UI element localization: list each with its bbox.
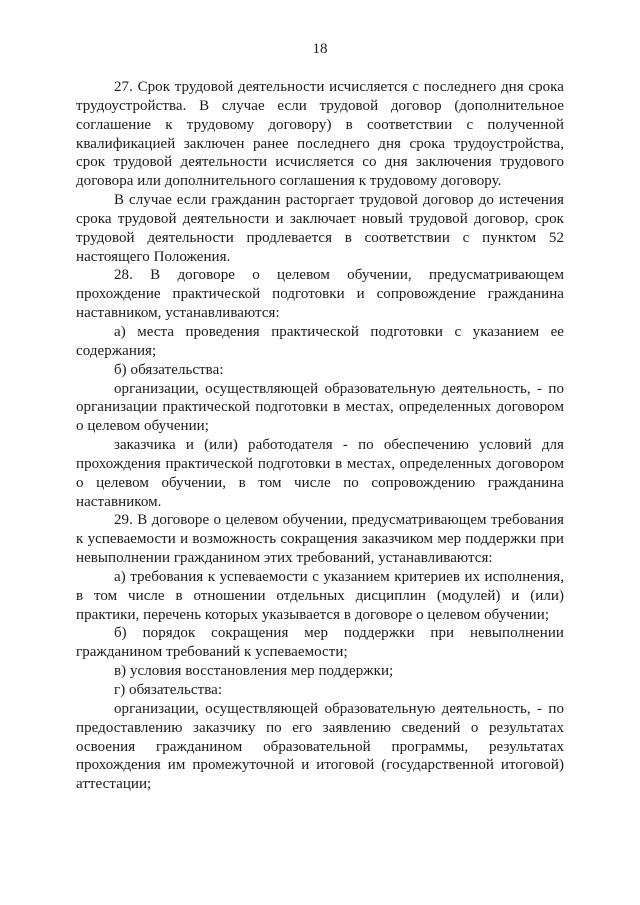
paragraph-29-item-b: б) порядок сокращения мер поддержки при невыполнении гражданином требований к успеваемости; (76, 625, 564, 661)
paragraph-29-item-c: в) условия восстановления мер поддержки; (114, 663, 394, 680)
document-body (76, 78, 564, 794)
paragraph-28-obligation-organization: организации, осуществляющей образовательную деятельность, - по организации практической подготовки в местах, определенных договором о целевом обучении; (76, 380, 564, 435)
paragraph-27-early-termination: В случае если гражданин расторгает трудовой договор до истечения срока трудовой деятельности и заключает новый трудовой договор, срок трудовой деятельности продлевается в соответствии с пунктом 52 настоящего Положения. (76, 192, 564, 265)
paragraph-29-item-a: а) требования к успеваемости с указанием критериев их исполнения, в том числе в отношении отдельных дисциплин (модулей) и (или) практики, перечень которых указывается в договоре о целевом обучении; (76, 568, 564, 623)
paragraph-28-obligation-customer: заказчика и (или) работодателя - по обеспечению условий для прохождения практической подготовки в местах, определенных договором о целевом обучении, в том числе по сопровождению гражданина наставником. (76, 437, 564, 510)
paragraph-28: 28. В договоре о целевом обучении, предусматривающем прохождение практической подготовки и сопровождение гражданина наставником, устанавливаются: (76, 267, 564, 322)
paragraph-29: 29. В договоре о целевом обучении, предусматривающем требования к успеваемости и возможность сокращения заказчиком мер поддержки при невыполнении гражданином этих требований, устанавливаются: (76, 512, 564, 567)
page-number: 18 (312, 41, 328, 57)
paragraph-28-item-b: б) обязательства: (114, 361, 224, 378)
paragraph-29-obligation-organization: организации, осуществляющей образовательную деятельность, - по предоставлению заказчику по его заявлению сведений о результатах освоения гражданином образовательной программы, результатах прохождения им промежуточной и итоговой (государственной итоговой) аттестации; (76, 700, 564, 793)
paragraph-29-item-d: г) обязательства: (114, 682, 223, 698)
paragraph-27: 27. Срок трудовой деятельности исчисляется с последнего дня срока трудоустройства. В случае если трудовой договор (дополнительное соглашение к трудовому договору) в соответствии с полученной квалификацией заключен ранее последнего дня срока трудоустройства, срок трудовой деятельности исчисляется со дня заключения трудового договора или дополнительного соглашения к трудовому договору. (76, 79, 564, 190)
paragraph-28-item-a: а) места проведения практической подготовки с указанием ее содержания; (76, 323, 564, 359)
